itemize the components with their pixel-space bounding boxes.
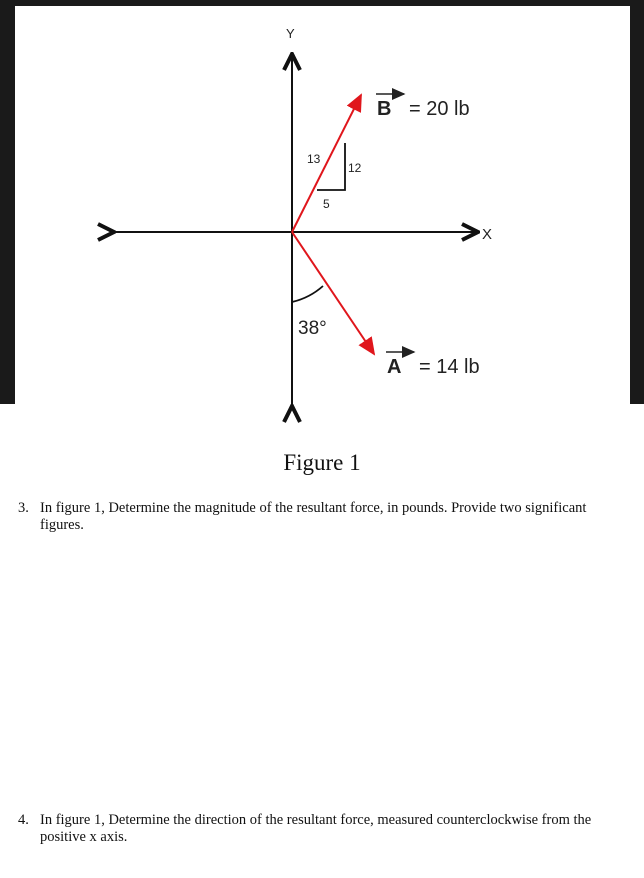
question-text: In figure 1, Determine the magnitude of the resultant force, in pounds. Provide two significant figures.	[40, 500, 587, 533]
vector-b-name: B	[377, 98, 392, 120]
question-number: 4.	[18, 812, 29, 828]
triangle-hyp-label: 13	[307, 152, 321, 166]
y-axis-label: Y	[286, 26, 295, 41]
question-text: In figure 1, Determine the direction of the resultant force, measured counterclockwise from the positive x axis.	[40, 812, 592, 845]
angle-arc	[292, 286, 323, 302]
vector-b-value: = 20 lb	[409, 98, 470, 120]
question-3	[18, 500, 618, 534]
vector-a-name: A	[387, 356, 402, 378]
figure-caption: Figure 1	[283, 450, 361, 475]
vector-a-value: = 14 lb	[419, 356, 480, 378]
question-number: 3.	[18, 500, 29, 516]
angle-label: 38°	[298, 318, 327, 339]
question-4	[18, 812, 618, 846]
x-axis-label: X	[482, 226, 493, 243]
triangle-opp-label: 12	[348, 161, 362, 175]
slope-triangle	[317, 143, 345, 190]
triangle-adj-label: 5	[323, 197, 330, 211]
